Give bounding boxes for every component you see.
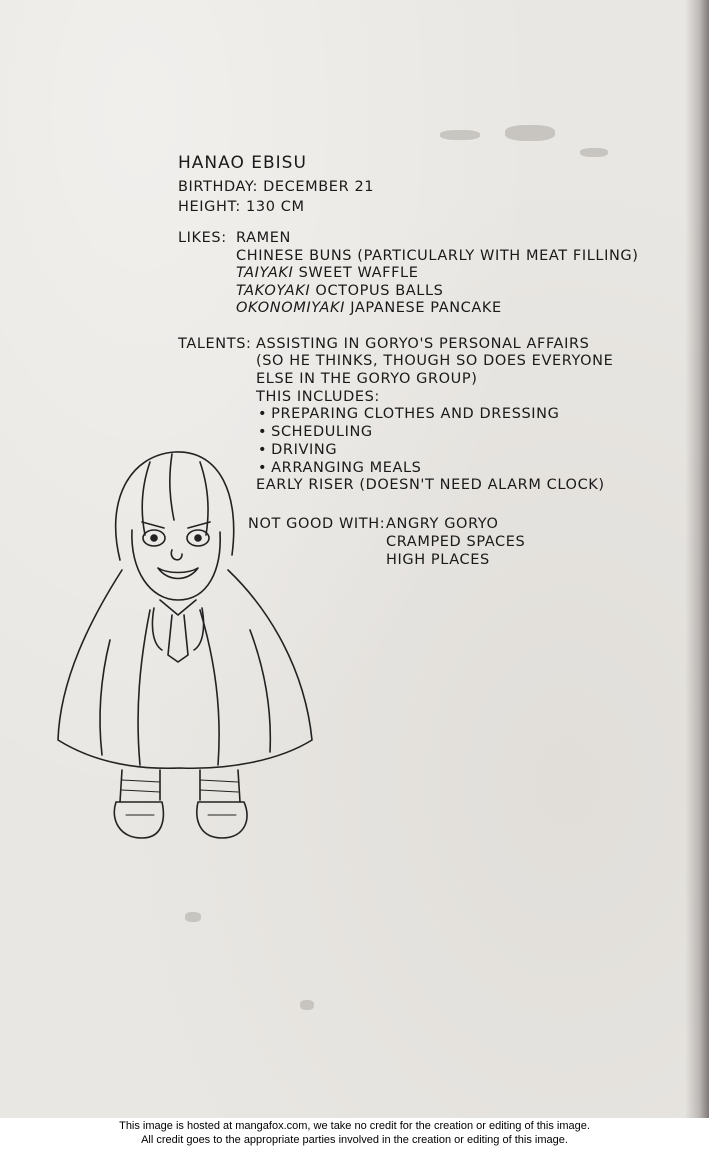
likes-label: LIKES: (178, 230, 227, 246)
smudge (185, 912, 201, 922)
not-good-item: ANGRY GORYO (386, 516, 499, 532)
talent-bullet: • ARRANGING MEALS (258, 459, 421, 477)
talent-line: THIS INCLUDES: (256, 389, 380, 405)
disclaimer-line: This image is hosted at mangafox.com, we take no credit for the creation or editing of this image. (119, 1120, 590, 1132)
smudge (300, 1000, 314, 1010)
talent-line: EARLY RISER (DOESN'T NEED ALARM CLOCK) (256, 477, 605, 493)
not-good-item: CRAMPED SPACES (386, 534, 526, 550)
hosting-disclaimer (0, 1119, 709, 1147)
character-illustration (50, 440, 325, 860)
like-item: TAKOYAKI OCTOPUS BALLS (236, 283, 444, 299)
talent-bullet: • PREPARING CLOTHES AND DRESSING (258, 405, 559, 423)
disclaimer-line: All credit goes to the appropriate parties involved in the creation or editing of this image. (141, 1134, 568, 1146)
talent-bullet: • SCHEDULING (258, 423, 373, 441)
talent-bullet: • DRIVING (258, 441, 337, 459)
not-good-label: NOT GOOD WITH: (248, 516, 386, 532)
talent-line: ELSE IN THE GORYO GROUP) (256, 371, 478, 387)
not-good-item: HIGH PLACES (386, 552, 490, 568)
character-name: HANAO EBISU (178, 153, 307, 173)
page-edge-shadow (685, 0, 709, 1118)
like-item: OKONOMIYAKI JAPANESE PANCAKE (236, 300, 502, 316)
birthday: BIRTHDAY: DECEMBER 21 (178, 179, 375, 195)
like-item: TAIYAKI SWEET WAFFLE (236, 265, 419, 281)
smudge (580, 148, 608, 157)
like-item: CHINESE BUNS (PARTICULARLY WITH MEAT FILLING) (236, 248, 639, 264)
smudge (440, 130, 480, 140)
talent-line: ASSISTING IN GORYO'S PERSONAL AFFAIRS (256, 336, 590, 352)
height: HEIGHT: 130 CM (178, 199, 305, 215)
smudge (505, 125, 555, 141)
like-item: RAMEN (236, 230, 291, 246)
talent-line: (SO HE THINKS, THOUGH SO DOES EVERYONE (256, 353, 614, 369)
talents-label: TALENTS: (178, 336, 252, 352)
